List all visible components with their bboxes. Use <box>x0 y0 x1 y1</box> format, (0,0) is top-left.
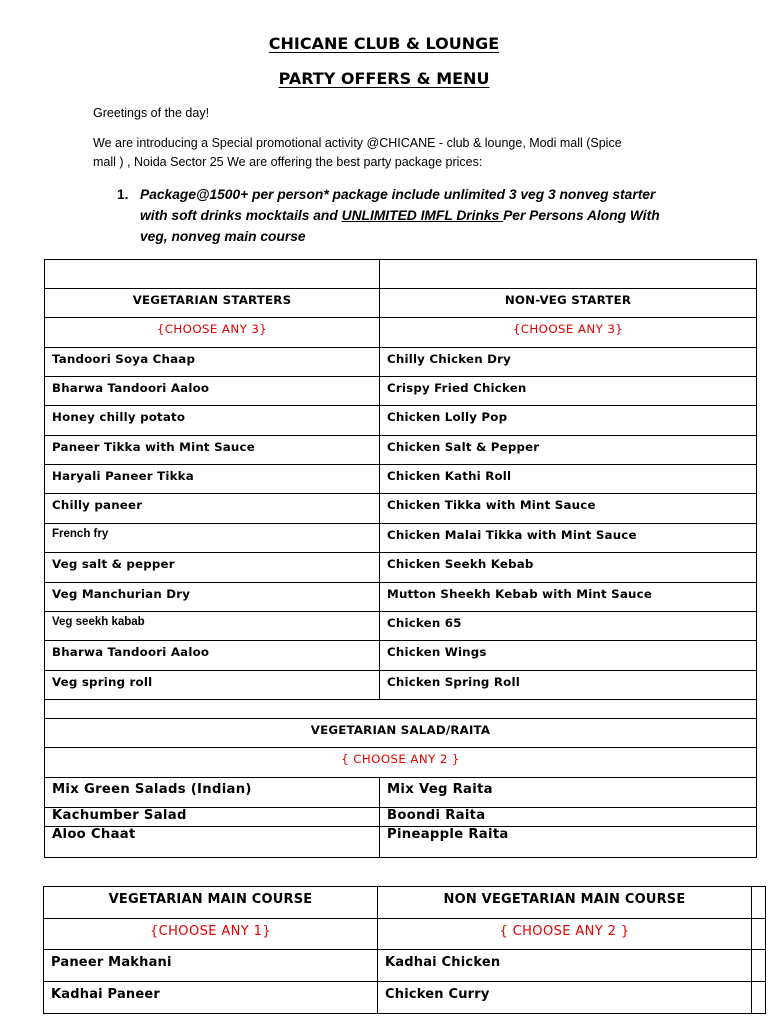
table-row <box>45 348 757 377</box>
starters-table <box>44 259 757 858</box>
table-cell-empty <box>752 950 766 982</box>
table-row <box>45 436 757 465</box>
salad-raita-choose: { CHOOSE ANY 2 } <box>45 748 757 778</box>
veg-main-course-item: Kadhai Paneer <box>44 982 378 1014</box>
main-course-table <box>43 886 766 1014</box>
nonveg-starter-item: Chicken Seekh Kebab <box>380 553 757 583</box>
nonveg-starter-item: Chicken Spring Roll <box>380 671 757 700</box>
nonveg-starter-item: Chicken 65 <box>380 612 757 641</box>
package-line-1: Package@1500+ per person* package include unlimited 3 veg 3 nonveg starter <box>140 187 656 202</box>
table-row <box>44 982 766 1014</box>
table-row <box>45 671 757 700</box>
veg-starter-item: Haryali Paneer Tikka <box>45 465 380 494</box>
table-row <box>45 465 757 494</box>
table-cell-empty <box>380 260 757 289</box>
table-row <box>45 748 757 778</box>
nonveg-starter-item: Chicken Lolly Pop <box>380 406 757 436</box>
table-row <box>45 808 757 827</box>
nonveg-starter-item: Crispy Fried Chicken <box>380 377 757 406</box>
nonveg-starter-item: Mutton Sheekh Kebab with Mint Sauce <box>380 583 757 612</box>
nonveg-starter-item: Chilly Chicken Dry <box>380 348 757 377</box>
table-row <box>45 494 757 524</box>
veg-starter-item: Chilly paneer <box>45 494 380 524</box>
page-title: CHICANE CLUB & LOUNGE <box>268 34 500 53</box>
veg-starter-item: Bharwa Tandoori Aaloo <box>45 377 380 406</box>
veg-starter-item: Veg spring roll <box>45 671 380 700</box>
table-row <box>45 719 757 748</box>
veg-starter-item: Paneer Tikka with Mint Sauce <box>45 436 380 465</box>
nonveg-main-course-item: Chicken Curry <box>378 982 752 1014</box>
intro-line-2: mall ) , Noida Sector 25 We are offering the best party package prices: <box>93 154 483 169</box>
intro-line-1: We are introducing a Special promotional activity @CHICANE - club & lounge, Modi mall (Spice <box>93 136 622 150</box>
veg-starter-item: Tandoori Soya Chaap <box>45 348 380 377</box>
table-row <box>45 641 757 671</box>
raita-item: Boondi Raita <box>380 808 757 827</box>
veg-starter-item: Veg salt & pepper <box>45 553 380 583</box>
table-row <box>45 406 757 436</box>
page-subtitle: PARTY OFFERS & MENU <box>278 69 490 88</box>
table-row <box>45 260 757 289</box>
salad-item: Kachumber Salad <box>45 808 380 827</box>
table-row <box>45 827 757 858</box>
nonveg-starters-header: NON-VEG STARTER <box>380 289 757 318</box>
table-row <box>44 887 766 919</box>
nonveg-main-course-item: Kadhai Chicken <box>378 950 752 982</box>
veg-starter-item: Bharwa Tandoori Aaloo <box>45 641 380 671</box>
table-row <box>45 553 757 583</box>
nonveg-starters-choose: {CHOOSE ANY 3} <box>380 318 757 348</box>
intro-paragraph <box>93 134 653 171</box>
veg-main-course-item: Paneer Makhani <box>44 950 378 982</box>
package-number: 1. <box>117 187 129 202</box>
nonveg-starter-item: Chicken Kathi Roll <box>380 465 757 494</box>
salad-item: Aloo Chaat <box>45 827 380 858</box>
veg-starter-item: Honey chilly potato <box>45 406 380 436</box>
table-row <box>45 583 757 612</box>
raita-item: Pineapple Raita <box>380 827 757 858</box>
salad-item: Mix Green Salads (Indian) <box>45 778 380 808</box>
table-row <box>45 778 757 808</box>
package-line-2-post: Per Persons Along With <box>503 208 660 223</box>
veg-starter-item: French fry <box>45 524 380 553</box>
table-row <box>44 950 766 982</box>
nonveg-starter-item: Chicken Malai Tikka with Mint Sauce <box>380 524 757 553</box>
veg-main-course-header: VEGETARIAN MAIN COURSE <box>44 887 378 919</box>
veg-starter-item: Veg seekh kabab <box>45 612 380 641</box>
nonveg-starter-item: Chicken Wings <box>380 641 757 671</box>
veg-main-course-choose: {CHOOSE ANY 1} <box>44 919 378 950</box>
nonveg-starter-item: Chicken Tikka with Mint Sauce <box>380 494 757 524</box>
table-row <box>45 612 757 641</box>
table-cell-empty <box>752 919 766 950</box>
salad-raita-header: VEGETARIAN SALAD/RAITA <box>45 719 757 748</box>
table-row <box>44 919 766 950</box>
table-cell-empty <box>45 700 757 719</box>
raita-item: Mix Veg Raita <box>380 778 757 808</box>
veg-starters-header: VEGETARIAN STARTERS <box>45 289 380 318</box>
table-cell-empty <box>752 887 766 919</box>
table-row <box>45 377 757 406</box>
veg-starters-choose: {CHOOSE ANY 3} <box>45 318 380 348</box>
nonveg-main-course-header: NON VEGETARIAN MAIN COURSE <box>378 887 752 919</box>
table-row <box>45 318 757 348</box>
table-row <box>45 524 757 553</box>
package-line-2-pre: with soft drinks mocktails and <box>140 208 342 223</box>
table-row <box>45 700 757 719</box>
package-line-2-underlined: UNLIMITED IMFL Drinks <box>341 208 504 223</box>
nonveg-starter-item: Chicken Salt & Pepper <box>380 436 757 465</box>
table-cell-empty <box>752 982 766 1014</box>
nonveg-main-course-choose: { CHOOSE ANY 2 } <box>378 919 752 950</box>
table-cell-empty <box>45 260 380 289</box>
table-row <box>45 289 757 318</box>
greeting-text: Greetings of the day! <box>93 106 210 120</box>
veg-starter-item: Veg Manchurian Dry <box>45 583 380 612</box>
package-line-3: veg, nonveg main course <box>140 229 306 244</box>
